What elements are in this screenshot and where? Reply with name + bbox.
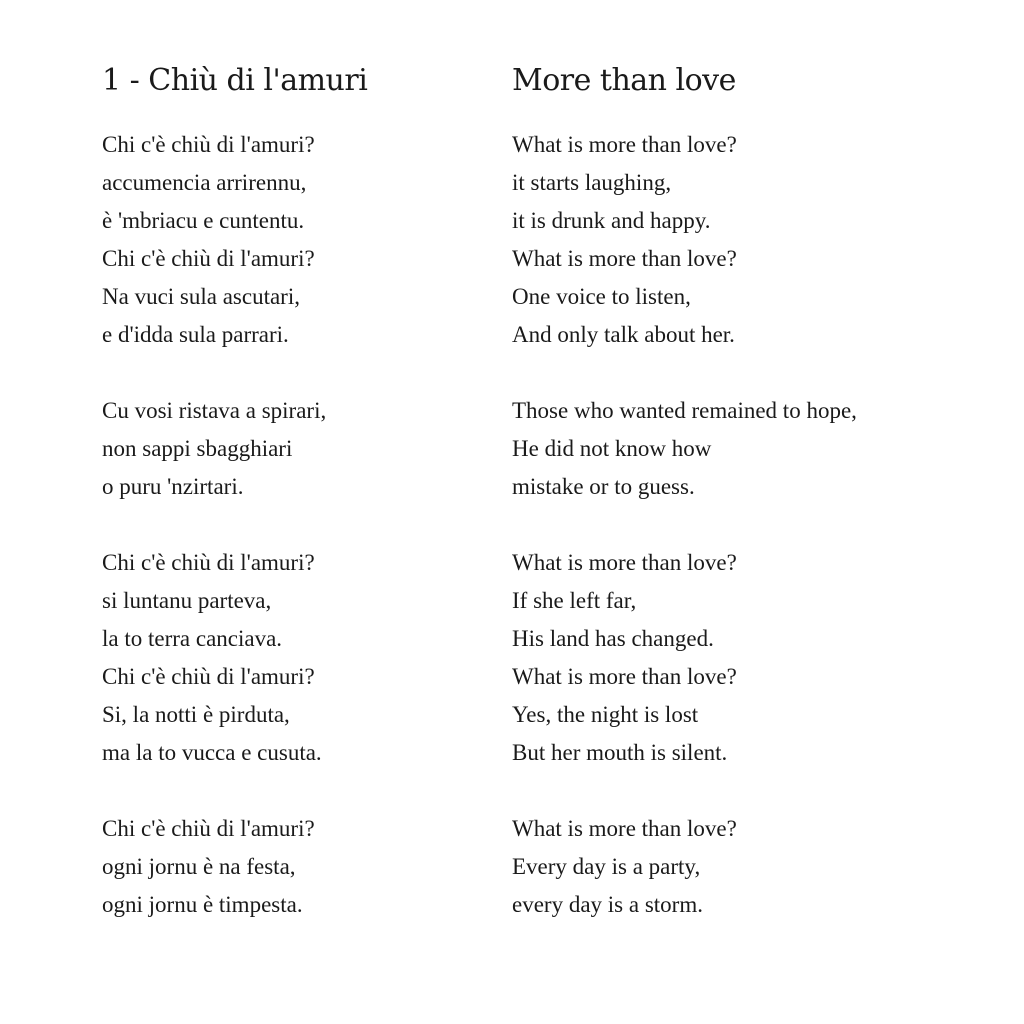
translation-verse-line: every day is a storm.: [512, 892, 703, 917]
translation-verse-line: it is drunk and happy.: [512, 208, 711, 233]
translation-verse-line: But her mouth is silent.: [512, 740, 728, 765]
original-stanzas: [102, 126, 492, 924]
original-verse-line: Chi c'è chiù di l'amuri?: [102, 664, 315, 689]
original-verse-line: ogni jornu è na festa,: [102, 854, 296, 879]
translation-stanza: [512, 126, 952, 354]
translation-verse-line: If she left far,: [512, 588, 637, 613]
original-verse-line: ma la to vucca e cusuta.: [102, 740, 322, 765]
translation-verse-line: Yes, the night is lost: [512, 702, 699, 727]
original-verse-line: Na vuci sula ascutari,: [102, 284, 300, 309]
original-verse-line: Cu vosi ristava a spirari,: [102, 398, 327, 423]
translation-verse-line: He did not know how: [512, 436, 712, 461]
translation-column: [512, 58, 952, 962]
translation-verse-line: What is more than love?: [512, 246, 737, 271]
original-verse-line: la to terra canciava.: [102, 626, 283, 651]
original-verse-line: è 'mbriacu e cuntentu.: [102, 208, 305, 233]
translation-stanzas: [512, 126, 952, 924]
original-verse-line: Chi c'è chiù di l'amuri?: [102, 550, 315, 575]
original-stanza: [102, 544, 492, 772]
translation-verse-line: His land has changed.: [512, 626, 714, 651]
original-column: [102, 58, 492, 962]
translation-verse-line: Those who wanted remained to hope,: [512, 398, 857, 423]
translation-verse-line: One voice to listen,: [512, 284, 691, 309]
original-verse-line: e d'idda sula parrari.: [102, 322, 289, 347]
translation-stanza: [512, 392, 952, 506]
original-verse-line: ogni jornu è timpesta.: [102, 892, 303, 917]
original-verse-line: Chi c'è chiù di l'amuri?: [102, 816, 315, 841]
translation-verse-line: What is more than love?: [512, 816, 737, 841]
original-verse-line: Si, la notti è pirduta,: [102, 702, 290, 727]
original-stanza: [102, 126, 492, 354]
translation-verse-line: mistake or to guess.: [512, 474, 695, 499]
translation-verse-line: What is more than love?: [512, 132, 737, 157]
original-stanza: [102, 810, 492, 924]
original-verse-line: accumencia arrirennu,: [102, 170, 307, 195]
translation-verse-line: What is more than love?: [512, 664, 737, 689]
original-verse-line: Chi c'è chiù di l'amuri?: [102, 132, 315, 157]
original-title: 1 - Chiù di l'amuri: [102, 63, 368, 98]
original-verse-line: Chi c'è chiù di l'amuri?: [102, 246, 315, 271]
translation-verse-line: What is more than love?: [512, 550, 737, 575]
translation-stanza: [512, 810, 952, 924]
translation-verse-line: it starts laughing,: [512, 170, 672, 195]
translation-verse-line: And only talk about her.: [512, 322, 735, 347]
translation-title: More than love: [512, 63, 736, 98]
translation-verse-line: Every day is a party,: [512, 854, 701, 879]
original-verse-line: si luntanu parteva,: [102, 588, 272, 613]
original-verse-line: o puru 'nzirtari.: [102, 474, 244, 499]
original-stanza: [102, 392, 492, 506]
original-verse-line: non sappi sbagghiari: [102, 436, 293, 461]
translation-stanza: [512, 544, 952, 772]
